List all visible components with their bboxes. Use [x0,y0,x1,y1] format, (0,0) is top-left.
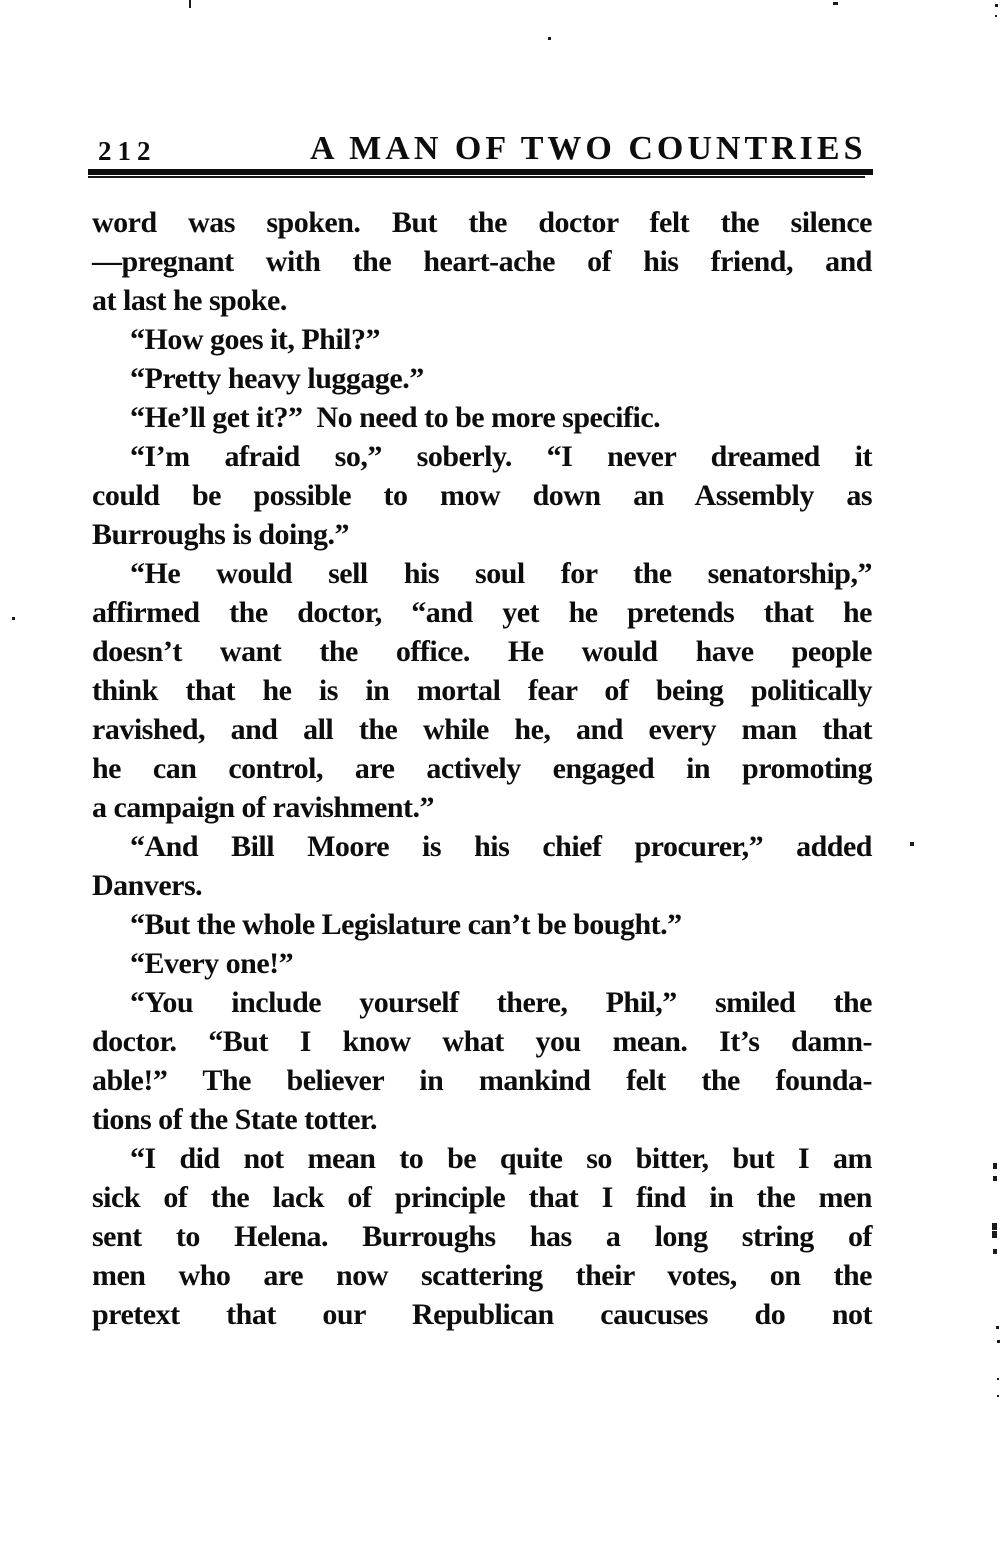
scan-artifact [548,37,551,40]
text-line: “He would sell his soul for the senatorship,” [130,557,872,590]
text-line: able!” The believer in mankind felt the founda- [92,1064,872,1097]
scan-artifact [993,1163,997,1169]
text-line: “But the whole Legislature can’t be bought.” [130,908,682,941]
scan-artifact [993,1249,997,1254]
text-line: a campaign of ravishment.” [92,791,434,824]
text-line: “I did not mean to be quite so bitter, but I am [130,1142,872,1175]
text-line: “Pretty heavy luggage.” [130,362,424,395]
text-line: sick of the lack of principle that I find in the men [92,1181,872,1214]
scan-artifact [12,617,15,620]
text-line: tions of the State totter. [92,1103,377,1136]
text-line: doesn’t want the office. He would have people [92,635,872,668]
header-rule-thin [88,176,865,178]
text-line: sent to Helena. Burroughs has a long string of [92,1220,872,1253]
text-line: Danvers. [92,869,203,902]
page-text-block [92,203,872,1334]
text-line: “And Bill Moore is his chief procurer,” added [130,830,872,863]
text-line: doctor. “But I know what you mean. It’s damn- [92,1025,872,1058]
text-line: “He’ll get it?” No need to be more specific. [130,401,661,434]
text-line: “You include yourself there, Phil,” smiled the [130,986,872,1019]
text-line: men who are now scattering their votes, on the [92,1259,872,1292]
text-line: affirmed the doctor, “and yet he pretends that he [92,596,872,629]
scan-artifact [995,15,997,17]
scan-artifact [833,2,838,5]
text-line: “How goes it, Phil?” [130,323,380,356]
scan-artifact [996,1326,999,1329]
text-line: Burroughs is doing.” [92,518,350,551]
text-line: could be possible to mow down an Assembly as [92,479,872,512]
text-line: he can control, are actively engaged in promoting [92,752,872,785]
page-number: 212 [98,136,157,166]
scan-artifact [992,1223,997,1230]
text-line: think that he is in mortal fear of being politically [92,674,872,707]
text-line: word was spoken. But the doctor felt the silence [92,206,872,239]
text-line: ravished, and all the while he, and every man that [92,713,872,746]
scan-artifact [189,0,191,8]
scan-artifact [910,842,914,846]
scan-artifact [997,1395,999,1397]
scan-artifact [992,1231,997,1238]
header-rule-thick [88,169,873,175]
text-line: at last he spoke. [92,284,287,317]
running-head-title: A MAN OF TWO COUNTRIES [310,130,867,167]
text-line: “I’m afraid so,” soberly. “I never dreamed it [130,440,872,473]
scan-artifact [997,1378,999,1380]
text-line: “Every one!” [130,947,294,980]
scan-artifact [995,4,998,7]
header-rule [88,169,873,178]
page-header [92,128,873,170]
text-line: —pregnant with the heart-ache of his friend, and [92,245,872,278]
scan-artifact [993,1176,997,1181]
text-line: pretext that our Republican caucuses do not [92,1298,872,1331]
